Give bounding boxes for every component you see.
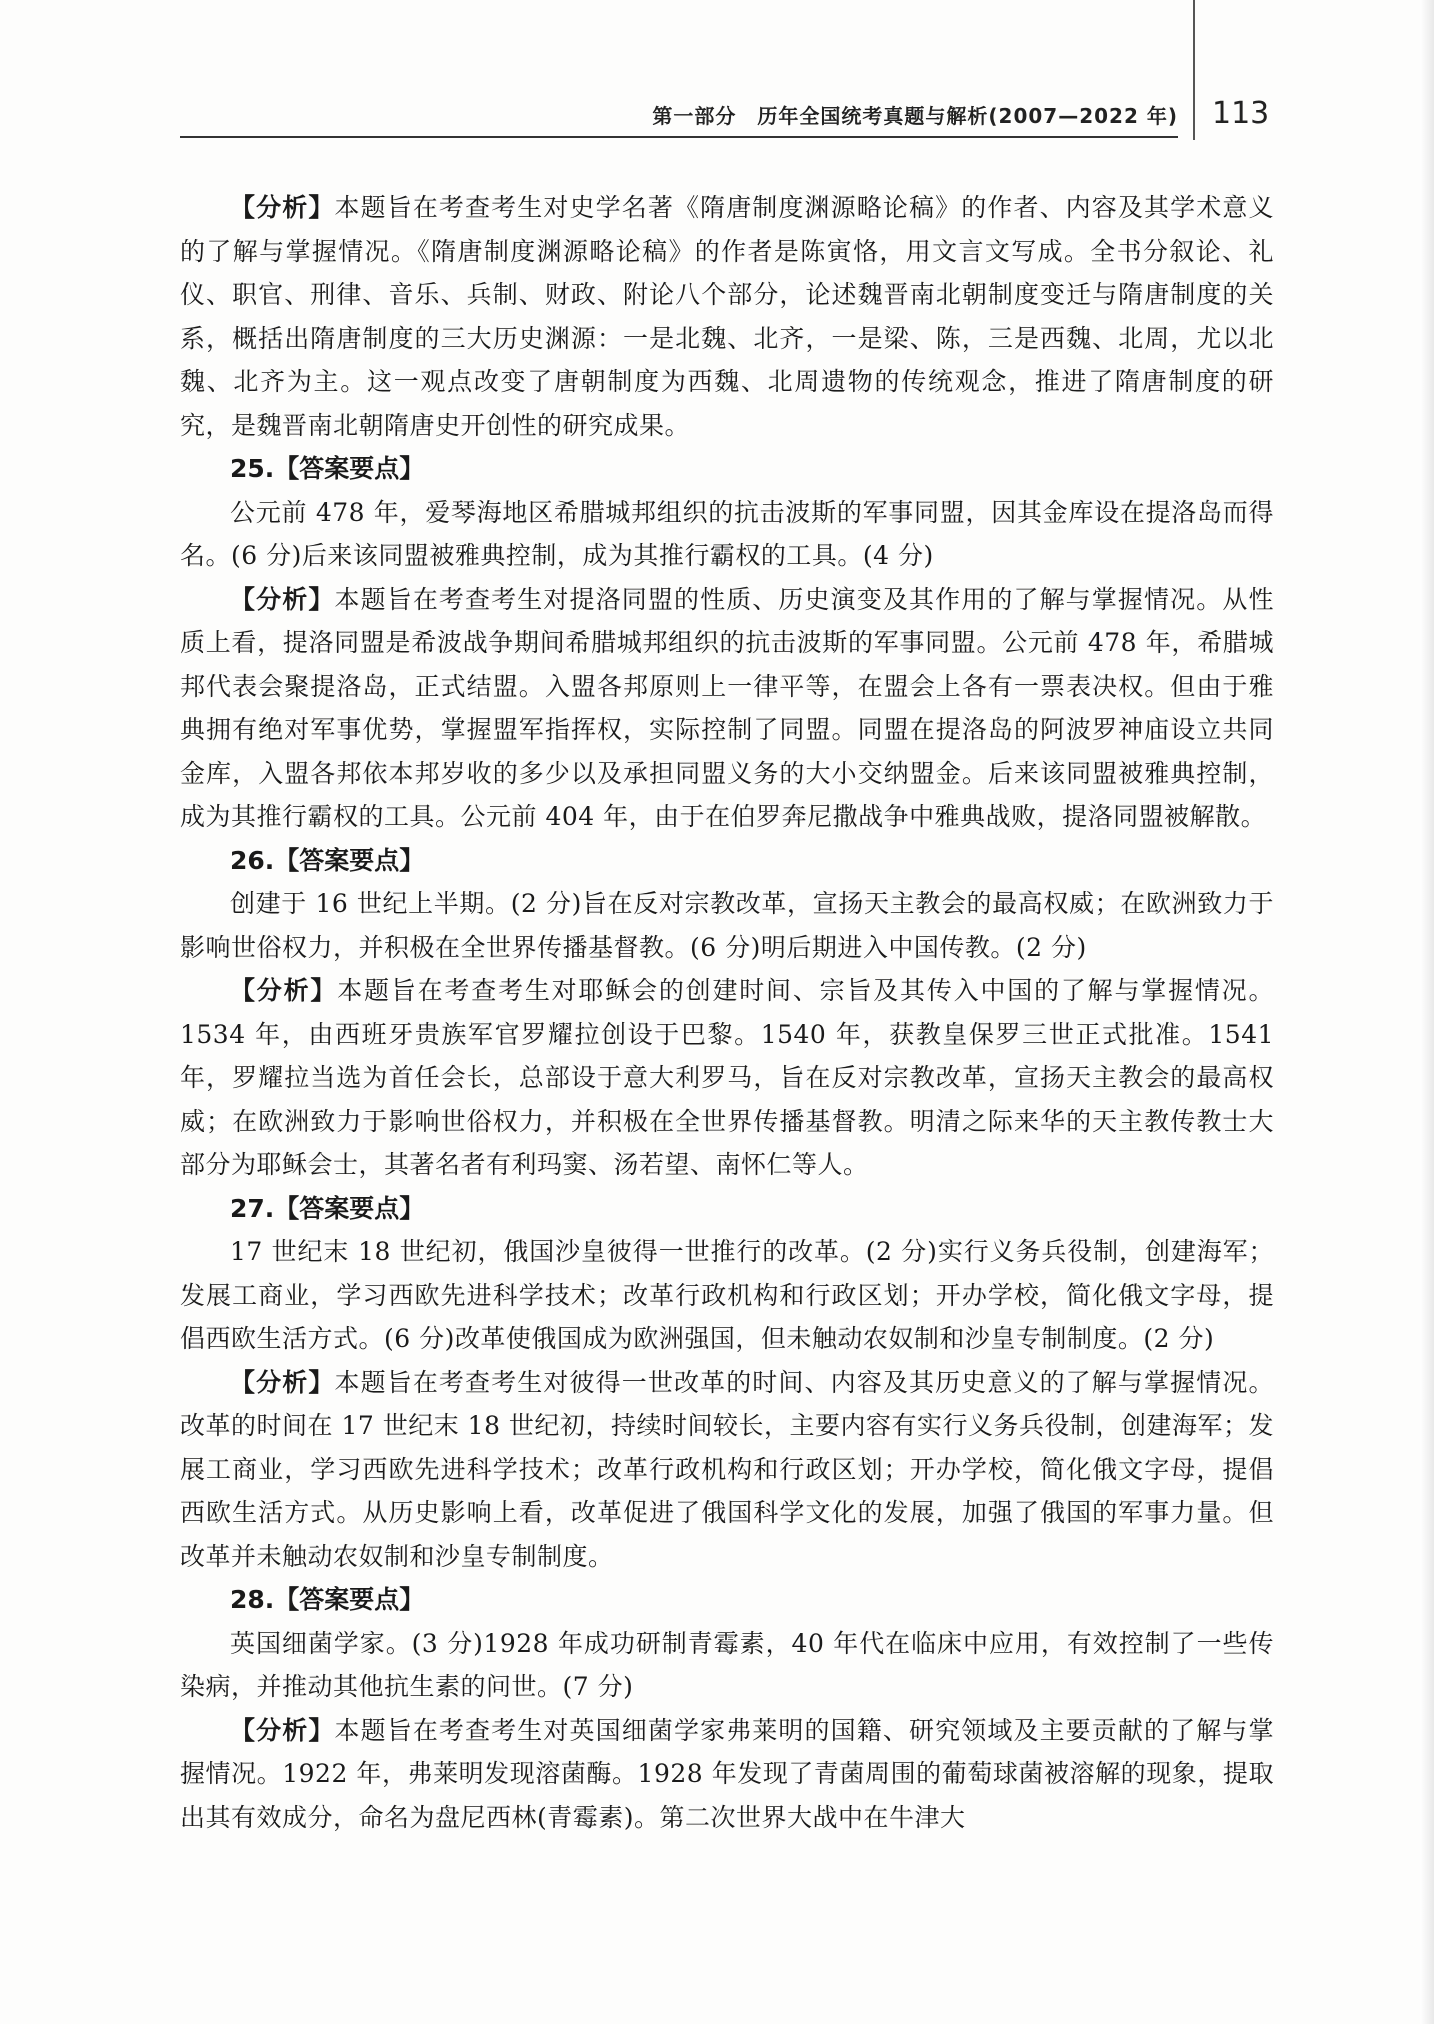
page-number: 113 [1212,96,1270,131]
analysis-tag: 【分析】 [230,1715,335,1745]
paragraph-text: 英国细菌学家。(3 分)1928 年成功研制青霉素，40 年代在临床中应用，有效控制了一些传染病，并推动其他抗生素的问世。(7 分) [180,1628,1274,1701]
running-header [180,92,1290,142]
answer-paragraph [180,882,1274,969]
answer-paragraph [180,491,1274,578]
analysis-tag: 【分析】 [230,193,335,222]
paragraph-text: 本题旨在考查考生对耶稣会的创建时间、宗旨及其传入中国的了解与掌握情况。1534 年，由西班牙贵族军官罗耀拉创设于巴黎。1540 年，获教皇保罗三世正式批准。1541 年，罗耀拉当选为首任会长，总部设于意大利罗马，旨在反对宗教改革，宣扬天主教会的最高权威；在欧洲致力于影响世俗权力，并积极在全世界传播基督教。明清之际来华的天主教传教士大部分为耶稣会士，其著名者有利玛窦、汤若望、南怀仁等人。 [180,976,1274,1179]
paragraph-text: 本题旨在考查考生对英国细菌学家弗莱明的国籍、研究领域及主要贡献的了解与掌握情况。1922 年，弗莱明发现溶菌酶。1928 年发现了青菌周围的葡萄球菌被溶解的现象，提取出其有效成分，命名为盘尼西林(青霉素)。第二次世界大战中在牛津大 [180,1715,1274,1832]
answer-paragraph [180,1622,1274,1709]
answer-heading: 27.【答案要点】 [230,1193,425,1223]
analysis-paragraph [180,186,1274,447]
paragraph-text: 本题旨在考查考生对提洛同盟的性质、历史演变及其作用的了解与掌握情况。从性质上看，提洛同盟是希波战争期间希腊城邦组织的抗击波斯的军事同盟。公元前 478 年，希腊城邦代表会聚提洛岛，正式结盟。入盟各邦原则上一律平等，在盟会上各有一票表决权。但由于雅典拥有绝对军事优势，掌握盟军指挥权，实际控制了同盟。同盟在提洛岛的阿波罗神庙设立共同金库，入盟各邦依本邦岁收的多少以及承担同盟义务的大小交纳盟金。后来该同盟被雅典控制，成为其推行霸权的工具。公元前 404 年，由于在伯罗奔尼撒战争中雅典战败，提洛同盟被解散。 [180,584,1274,831]
analysis-paragraph [180,969,1274,1187]
paragraph-text: 创建于 16 世纪上半期。(2 分)旨在反对宗教改革，宣扬天主教会的最高权威；在欧洲致力于影响世俗权力，并积极在全世界传播基督教。(6 分)明后期进入中国传教。(2 分) [180,889,1274,962]
scan-edge [1420,0,1434,2024]
analysis-paragraph [180,578,1274,839]
header-title: 第一部分 历年全国统考真题与解析(2007—2022 年) [652,104,1178,128]
paragraph-text: 本题旨在考查考生对彼得一世改革的时间、内容及其历史意义的了解与掌握情况。改革的时间在 17 世纪末 18 世纪初，持续时间较长，主要内容有实行义务兵役制，创建海军；发展工商业，学习西欧先进科学技术；改革行政机构和行政区划；开办学校，简化俄文字母，提倡西欧生活方式。从历史影响上看，改革促进了俄国科学文化的发展，加强了俄国的军事力量。但改革并未触动农奴制和沙皇专制制度。 [180,1367,1274,1571]
header-divider [1193,0,1195,140]
header-rule [180,136,1178,138]
paragraph-text: 公元前 478 年，爱琴海地区希腊城邦组织的抗击波斯的军事同盟，因其金库设在提洛岛而得名。(6 分)后来该同盟被雅典控制，成为其推行霸权的工具。(4 分) [180,497,1274,570]
analysis-tag: 【分析】 [230,1367,335,1397]
body-text [180,186,1274,1839]
answer-heading: 26.【答案要点】 [230,845,425,875]
paragraph-text: 本题旨在考查考生对史学名著《隋唐制度渊源略论稿》的作者、内容及其学术意义的了解与掌握情况。《隋唐制度渊源略论稿》的作者是陈寅恪，用文言文写成。全书分叙论、礼仪、职官、刑律、音乐、兵制、财政、附论八个部分，论述魏晋南北朝制度变迁与隋唐制度的关系，概括出隋唐制度的三大历史渊源：一是北魏、北齐，一是梁、陈，三是西魏、北周，尤以北魏、北齐为主。这一观点改变了唐朝制度为西魏、北周遗物的传统观念，推进了隋唐制度的研究，是魏晋南北朝隋唐史开创性的研究成果。 [180,193,1274,440]
analysis-paragraph [180,1361,1274,1579]
analysis-tag: 【分析】 [230,584,335,614]
answer-paragraph [180,1230,1274,1361]
analysis-paragraph [180,1709,1274,1840]
answer-heading: 28.【答案要点】 [230,1585,425,1614]
paragraph-text: 17 世纪末 18 世纪初，俄国沙皇彼得一世推行的改革。(2 分)实行义务兵役制，创建海军；发展工商业，学习西欧先进科学技术；改革行政机构和行政区划；开办学校，简化俄文字母，提倡西欧生活方式。(6 分)改革使俄国成为欧洲强国，但未触动农奴制和沙皇专制制度。(2 分) [180,1237,1274,1353]
analysis-tag: 【分析】 [230,976,338,1005]
answer-heading: 25.【答案要点】 [230,454,425,483]
